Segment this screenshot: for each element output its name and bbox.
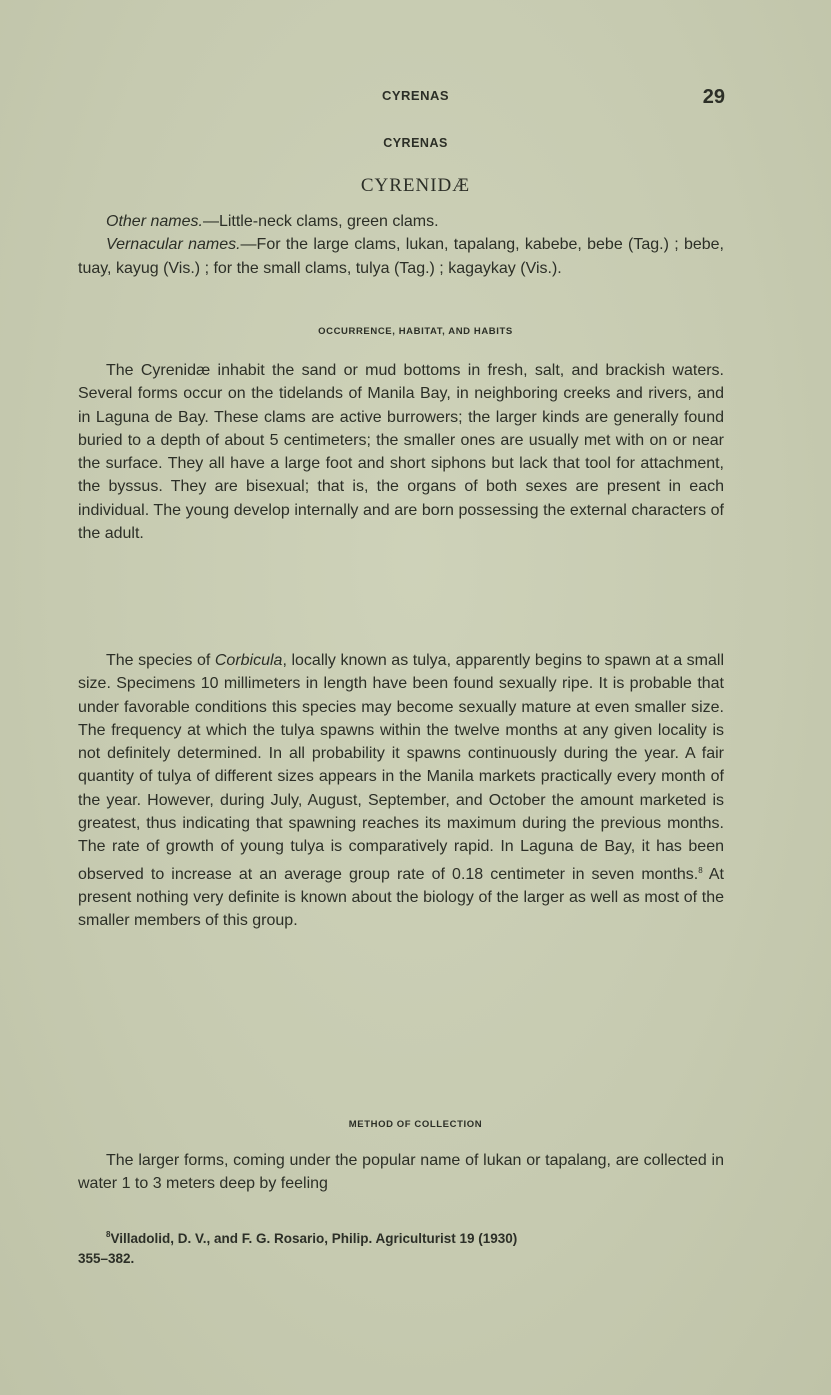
footnote-line-2: 355–382.	[78, 1251, 135, 1266]
footnote-reference: 8	[698, 865, 703, 875]
names-block	[78, 210, 724, 280]
vernacular-names-label: Vernacular names.	[106, 236, 241, 254]
family-title: CYRENIDÆ	[360, 175, 471, 196]
footnote-citation: Villadolid, D. V., and F. G. Rosario, Philip. Agriculturist 19 (1930)	[110, 1231, 518, 1246]
footnote-line-1	[78, 1225, 724, 1249]
corbicula-text-2: , locally known as tulya, apparently begins to spawn at a small size. Specimens 10 millimeters in length have been found sexually ripe. It is probable that under favorable conditions this species may become sexually mature at even smaller size. The frequency at which the tulya spawns within the twelve months at any given locality is not definitely determined. In all probability it spawns continuously during the year. A fair quantity of tulya of different sizes appears in the Manila markets practically every month of the year. However, during July, August, September, and October the amount marketed is greatest, thus indicating that spawning reaches its maximum during the previous months. The rate of growth of young tulya is comparatively rapid. In Laguna de Bay, it has been observed to increase at an average group rate of 0.18 centimeter in seven months.	[78, 652, 725, 883]
collection-heading: METHOD OF COLLECTION	[348, 1119, 483, 1130]
occurrence-paragraph: The Cyrenidæ inhabit the sand or mud bottoms in fresh, salt, and brackish waters. Several forms occur on the tidelands of Manila Bay, in neighboring creeks and rivers, and in Laguna de Bay. These clams are active burrowers; the larger kinds are generally found buried to a depth of about 5 centimeters; the smaller ones are usually met with on or near the surface. They all have a large foot and short siphons but lack that tool for attachment, the byssus. They are bisexual; that is, the organs of both sexes are present in each individual. The young develop internally and are born possessing the external characters of the adult.	[78, 362, 724, 543]
footnote-marker: 8	[106, 1230, 111, 1239]
other-names-label: Other names.	[106, 213, 203, 230]
corbicula-block	[78, 649, 724, 933]
other-names-paragraph	[78, 210, 724, 233]
other-names-text: —Little-neck clams, green clams.	[202, 213, 439, 230]
running-title: CYRENAS	[381, 88, 450, 103]
vernacular-names-paragraph	[78, 233, 724, 280]
corbicula-text-3: At present nothing very definite is known about the biology of the larger as well as most of the smaller members of this group.	[78, 865, 725, 930]
vernacular-names-text: —For the large clams, lukan, tapalang, kabebe, bebe (Tag.) ; bebe, tuay, kayug (Vis.) ; for the small clams, tulya (Tag.) ; kagaykay (Vis.).	[78, 236, 724, 277]
corbicula-text-1: The species of	[106, 652, 215, 669]
footnote	[78, 1225, 724, 1269]
occurrence-heading: OCCURRENCE, HABITAT, AND HABITS	[318, 326, 513, 337]
genus-name: Corbicula	[214, 652, 283, 669]
collection-paragraph: The larger forms, coming under the popular name of lukan or tapalang, are collected in water 1 to 3 meters deep by feeling	[78, 1152, 724, 1193]
corbicula-paragraph	[78, 649, 724, 933]
section-title: CYRENAS	[383, 136, 448, 150]
collection-block	[78, 1149, 724, 1196]
running-head	[0, 86, 831, 110]
occurrence-block	[78, 359, 724, 545]
page-number: 29	[702, 86, 725, 108]
